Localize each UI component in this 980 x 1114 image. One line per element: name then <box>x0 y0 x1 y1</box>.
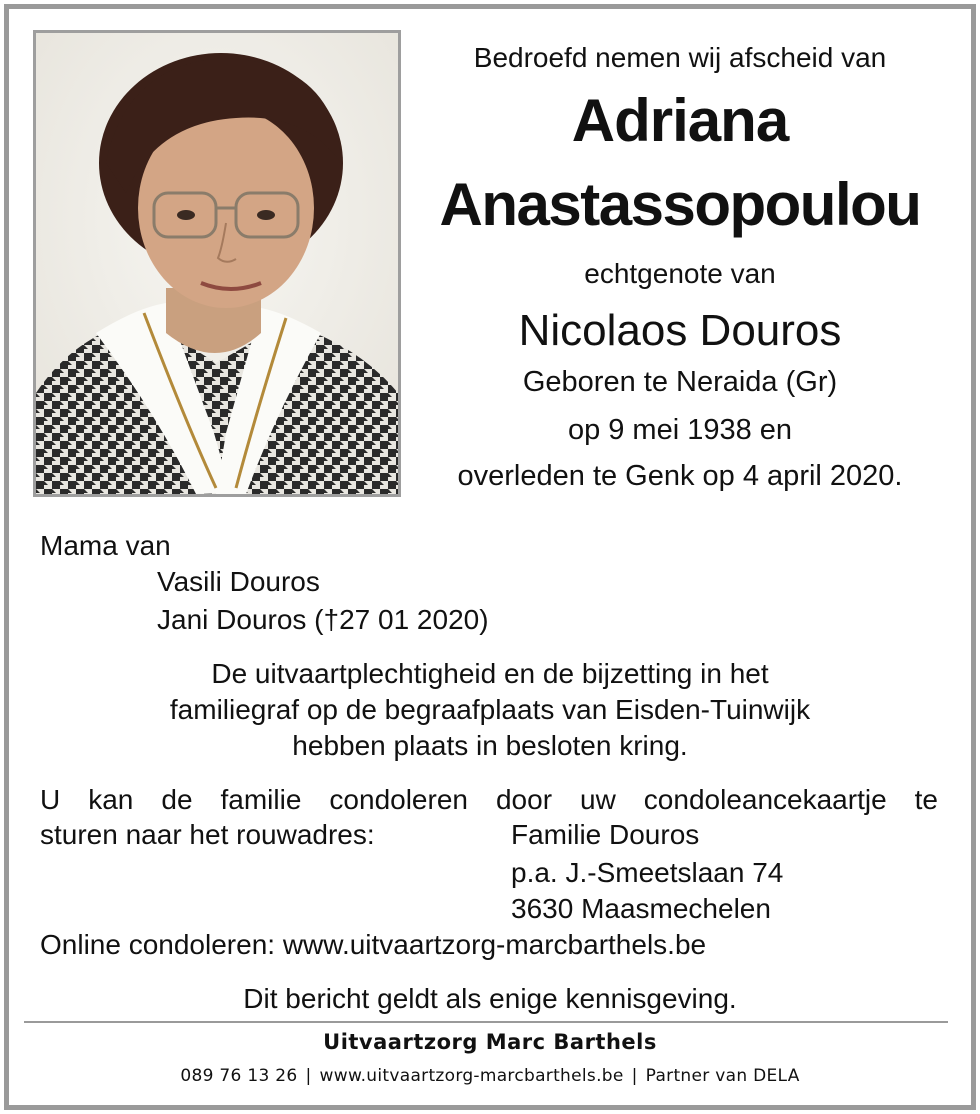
address-line: Familie Douros <box>511 819 700 850</box>
footer-separator: | <box>631 1066 638 1086</box>
address-line: p.a. J.-Smeetslaan 74 <box>511 857 784 888</box>
footer-partner: Partner van DELA <box>645 1066 800 1086</box>
footer-divider <box>24 1021 948 1023</box>
portrait-photo <box>33 30 401 497</box>
footer-phone: 089 76 13 26 <box>180 1066 298 1086</box>
footer-website-link[interactable]: www.uitvaartzorg-marcbarthels.be <box>319 1066 624 1086</box>
spouse-name: Nicolaos Douros <box>518 306 842 355</box>
child-name: Vasili Douros <box>157 566 320 597</box>
death-info: overleden te Genk op 4 april 2020. <box>457 460 903 492</box>
spouse-label: echtgenote van <box>584 258 776 289</box>
birth-place: Geboren te Neraida (Gr) <box>522 366 838 398</box>
ceremony-line: hebben plaats in besloten kring. <box>292 730 688 761</box>
children-label: Mama van <box>40 530 171 561</box>
deceased-last-name: Anastassopoulou <box>439 171 921 238</box>
footer-contact <box>30 1066 950 1086</box>
online-condolence: Online condoleren: www.uitvaartzorg-marcbarthels.be <box>40 929 707 960</box>
address-line: 3630 Maasmechelen <box>511 893 771 924</box>
condolence-address-label: sturen naar het rouwadres: <box>40 819 375 850</box>
ceremony-line: familiegraf op de begraafplaats van Eisden-Tuinwijk <box>169 694 811 725</box>
intro-text: Bedroefd nemen wij afscheid van <box>473 42 887 73</box>
deceased-first-name: Adriana <box>571 87 789 154</box>
funeral-home-name: Uitvaartzorg Marc Barthels <box>323 1030 657 1054</box>
child-name: Jani Douros (†27 01 2020) <box>157 604 489 635</box>
notice-text: Dit bericht geldt als enige kennisgeving. <box>243 983 737 1014</box>
footer-separator: | <box>305 1066 312 1086</box>
condolence-text: U kan de familie condoleren door uw condoleancekaartje te <box>40 784 938 815</box>
ceremony-line: De uitvaartplechtigheid en de bijzetting in het <box>211 658 769 689</box>
birth-date: op 9 mei 1938 en <box>567 414 793 446</box>
